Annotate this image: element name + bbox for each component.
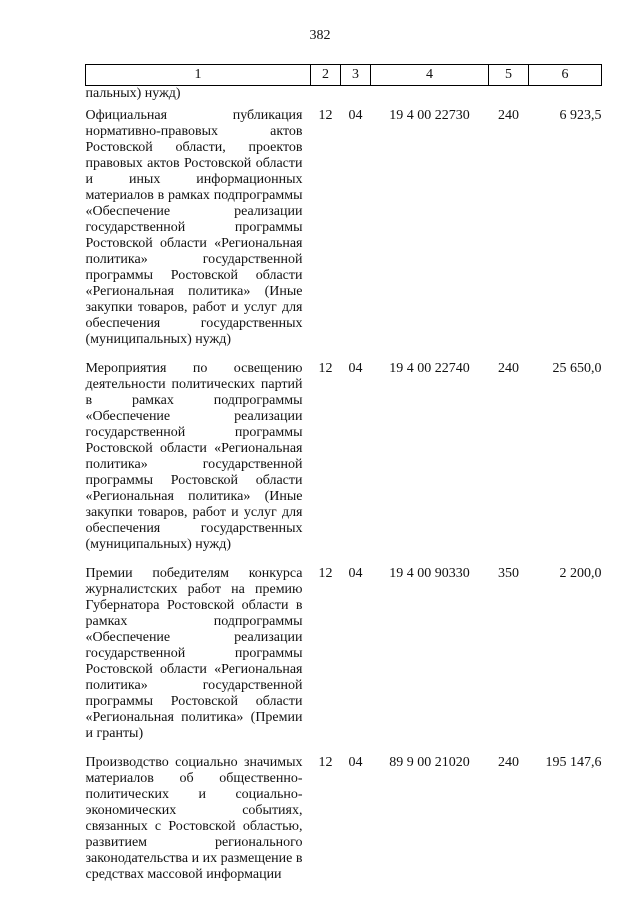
row-section: 12 [318, 566, 333, 581]
table-row [86, 566, 602, 755]
row-amount: 2 200,0 [559, 566, 602, 581]
row-description: Мероприятия по освещению деятельности политических партий в рамках подпрограммы «Обеспечение реализации государственной программы Ростовской области «Региональная политика» государственной программы Ростовской области «Региональная политика» (Иные закупки товаров, работ и услуг для обеспечения государственных (муниципальных) нужд) [85, 361, 303, 552]
row-amount: 195 147,6 [545, 755, 602, 770]
row-subsection: 04 [348, 755, 363, 770]
row-description: Премии победителям конкурса журналистских работ на премию Губернатора Ростовской области в рамках подпрограммы «Обеспечение реализации государственной программы Ростовской области «Региональная политика» государственной программы Ростовской области «Региональная политика» (Премии и гранты) [85, 566, 303, 741]
table-row [86, 108, 602, 361]
page-number: 382 [309, 28, 331, 43]
continuation-text: пальных) нужд) [85, 86, 181, 101]
row-amount: 6 923,5 [559, 108, 602, 123]
row-target-code: 89 9 00 21020 [389, 755, 470, 770]
header-col-3: 3 [341, 65, 371, 86]
row-section: 12 [318, 361, 333, 376]
row-expense-type: 350 [498, 566, 519, 581]
header-col-4: 4 [371, 65, 489, 86]
header-col-2: 2 [311, 65, 341, 86]
row-description: Официальная публикация нормативно-правовых актов Ростовской области, проектов правовых актов Ростовской области и иных информационных материалов в рамках подпрограммы «Обеспечение реализации государственной программы Ростовской области «Региональная политика» государственной программы Ростовской области «Региональная политика» (Иные закупки товаров, работ и услуг для обеспечения государственных (муниципальных) нужд) [85, 108, 303, 347]
header-col-6: 6 [529, 65, 602, 86]
header-col-5: 5 [489, 65, 529, 86]
continuation-row [86, 86, 602, 109]
row-subsection: 04 [348, 566, 363, 581]
table-row [86, 755, 602, 883]
header-col-1: 1 [86, 65, 311, 86]
table-header-row [86, 65, 602, 86]
row-expense-type: 240 [498, 108, 519, 123]
row-target-code: 19 4 00 22740 [389, 361, 470, 376]
row-section: 12 [318, 108, 333, 123]
row-subsection: 04 [348, 108, 363, 123]
budget-table [85, 64, 602, 883]
row-description: Производство социально значимых материалов об общественно-политических и социально-экономических событиях, связанных с Ростовской областью, развитием регионального законодательства и их размещение в средствах массовой информации [85, 755, 303, 882]
row-amount: 25 650,0 [552, 361, 602, 376]
row-target-code: 19 4 00 22730 [389, 108, 470, 123]
row-target-code: 19 4 00 90330 [389, 566, 470, 581]
row-section: 12 [318, 755, 333, 770]
row-expense-type: 240 [498, 361, 519, 376]
row-subsection: 04 [348, 361, 363, 376]
row-expense-type: 240 [498, 755, 519, 770]
table-row [86, 361, 602, 566]
